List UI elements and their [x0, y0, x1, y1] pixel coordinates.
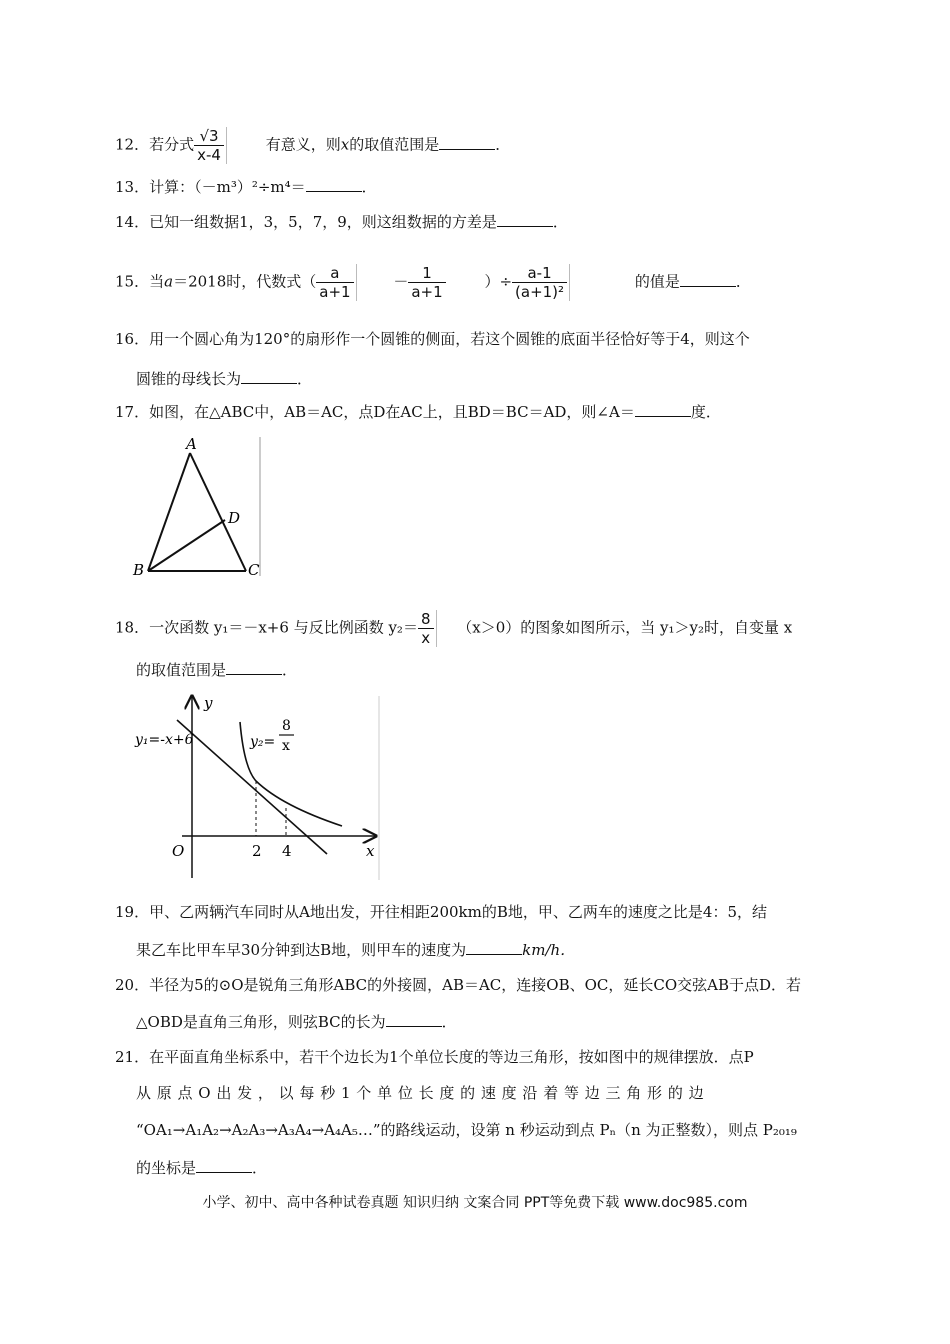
question-19-line2: 果乙车比甲车早30分钟到达B地，则甲车的速度为 km/h． [136, 941, 576, 959]
question-16-line2: 圆锥的母线长为 ． [136, 370, 313, 388]
question-21-line3: “OA₁→A₁A₂→A₂A₃→A₃A₄→A₄A₅…”的路线运动，设第 n 秒运动到点 Pₙ（n 为正整数），则点 P₂₀₁₉ [136, 1121, 797, 1139]
question-20-line2: △OBD是直角三角形，则弦BC的长为 ． [136, 1013, 457, 1031]
question-21: 21．在平面直角坐标系中，若干个边长为1个单位长度的等边三角形，按如图中的规律摆放．点P [115, 1048, 754, 1066]
answer-blank[interactable] [241, 369, 297, 384]
question-21-line4: 的坐标是 ． [136, 1159, 268, 1177]
triangle-figure-17 [130, 433, 265, 578]
label-C: C [248, 561, 260, 578]
label-B: B [133, 561, 145, 578]
label-A: A [186, 435, 197, 453]
answer-blank[interactable] [439, 135, 495, 150]
label-y2-num: 8 [282, 718, 291, 734]
answer-blank[interactable] [196, 1158, 252, 1173]
answer-blank[interactable] [226, 660, 282, 675]
origin-label: O [172, 842, 185, 860]
answer-blank[interactable] [306, 177, 362, 192]
tick-2: 2 [252, 842, 262, 860]
question-19: 19．甲、乙两辆汽车同时从A地出发，开往相距200km的B地，甲、乙两车的速度之比是4：5，结 [115, 903, 767, 921]
fraction-sqrt3-over-x-4: $\frac{√3}{x-4}$ [194, 127, 227, 164]
question-20: 20．半径为5的⊙O是锐角三角形ABC的外接圆，AB＝AC，连接OB、OC，延长CO交弦AB于点D．若 [115, 976, 802, 994]
question-18-line2: 的取值范围是 ． [136, 661, 298, 679]
page-footer: 小学、初中、高中各种试卷真题 知识归纳 文案合同 PPT等免费下载 www.doc985.com [202, 1195, 748, 1211]
answer-blank[interactable] [386, 1012, 442, 1027]
answer-blank[interactable] [497, 212, 553, 227]
label-y2-den: x [282, 738, 290, 754]
tick-4: 4 [282, 842, 292, 860]
label-D: D [228, 509, 241, 527]
question-18: 18．一次函数 y₁＝－x+6 与反比例函数 y₂＝ $\frac{8}{x}$ （x＞0）的图象如图所示，当 y₁＞y₂时，自变量 x [115, 610, 793, 647]
answer-blank[interactable] [635, 402, 691, 417]
question-15: 15．当a＝2018时，代数式（ $\frac{a}{a+1}$ － $\frac{1}{a+1}$ ）÷ $\frac{a-1}{\text{(a+1)²}}$ 的值是 ． [115, 264, 751, 301]
question-12: 12．若分式 $\frac{√3}{x-4}$ 有意义，则x的取值范围是 ． [115, 127, 511, 164]
answer-blank[interactable] [466, 940, 522, 955]
question-21-line2: 从 原 点 O 出 发 ， 以 每 秒 1 个 单 位 长 度 的 速 度 沿 着 等 边 三 角 形 的 边 [136, 1084, 705, 1102]
label-y1: y₁=-x+6 [135, 732, 194, 748]
question-17: 17．如图，在△ABC中，AB＝AC，点D在AC上，且BD＝BC＝AD，则∠A＝ 度． [115, 403, 721, 421]
question-16: 16．用一个圆心角为120°的扇形作一个圆锥的侧面，若这个圆锥的底面半径恰好等于4，则这个 [115, 330, 750, 348]
question-14: 14．已知一组数据1，3，5，7，9，则这组数据的方差是 ． [115, 213, 568, 231]
function-graph-figure-18 [132, 688, 382, 883]
x-axis-label: x [366, 842, 375, 860]
label-y2: y₂= [250, 734, 276, 750]
answer-blank[interactable] [680, 272, 736, 287]
question-13: 13．计算：（－m³）²÷m⁴＝ ． [115, 178, 377, 196]
y-axis-label: y [204, 694, 213, 712]
